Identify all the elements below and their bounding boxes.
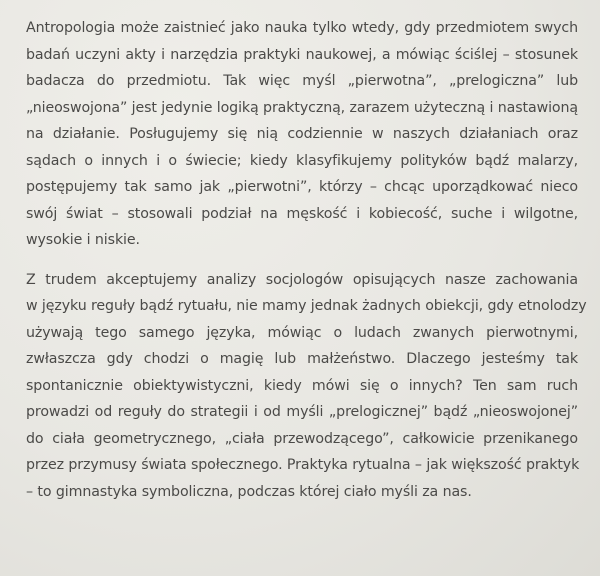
text-line: wysokie i niskie.: [26, 232, 140, 248]
text-line: Antropologia może zaistnieć jako nauka tylko wtedy, gdy przedmiotem swych: [26, 20, 578, 36]
text-line: swój świat – stosowali podział na męskość i kobiecość, suche i wilgotne,: [26, 205, 578, 222]
text-line: – to gimnastyka symboliczna, podczas której ciało myśli za nas.: [26, 483, 472, 500]
text-line: badań uczyni akty i narzędzia praktyki naukowej, a mówiąc ściślej – stosunek: [26, 46, 578, 63]
text-line: prowadzi od reguły do strategii i od myśli „prelogicznej” bądź „nieoswojonej”: [26, 404, 578, 420]
text-line: postępujemy tak samo jak „pierwotni”, którzy – chcąc uporządkować nieco: [26, 179, 578, 195]
text-line: sądach o innych i o świecie; kiedy klasyfikujemy polityków bądź malarzy,: [26, 152, 578, 169]
text-line: w języku reguły bądź rytuału, nie mamy jednak żadnych obiekcji, gdy etnolodzy: [26, 298, 587, 314]
text-line: na działanie. Posługujemy się nią codziennie w naszych działaniach oraz: [26, 126, 578, 142]
text-line: do ciała geometrycznego, „ciała przewodzącego”, całkowicie przenikanego: [26, 430, 578, 447]
text-line: spontanicznie obiektywistyczni, kiedy mówi się o innych? Ten sam ruch: [26, 377, 578, 394]
text-line: badacza do przedmiotu. Tak więc myśl „pierwotna”, „prelogiczna” lub: [26, 73, 578, 89]
text-line: „nieoswojona” jest jedynie logiką praktyczną, zarazem użyteczną i nastawioną: [26, 99, 578, 116]
paragraph-2: [26, 267, 587, 506]
text-line: przez przymusy świata społecznego. Praktyka rytualna – jak większość praktyk: [26, 457, 580, 473]
text-line: zwłaszcza gdy chodzi o magię lub małżeństwo. Dlaczego jesteśmy tak: [26, 351, 578, 367]
paragraph-1: [26, 15, 578, 254]
text-line: Z trudem akceptujemy analizy socjologów opisujących nasze zachowania: [26, 271, 578, 288]
text-line: używają tego samego języka, mówiąc o ludach zwanych pierwotnymi,: [26, 324, 578, 341]
